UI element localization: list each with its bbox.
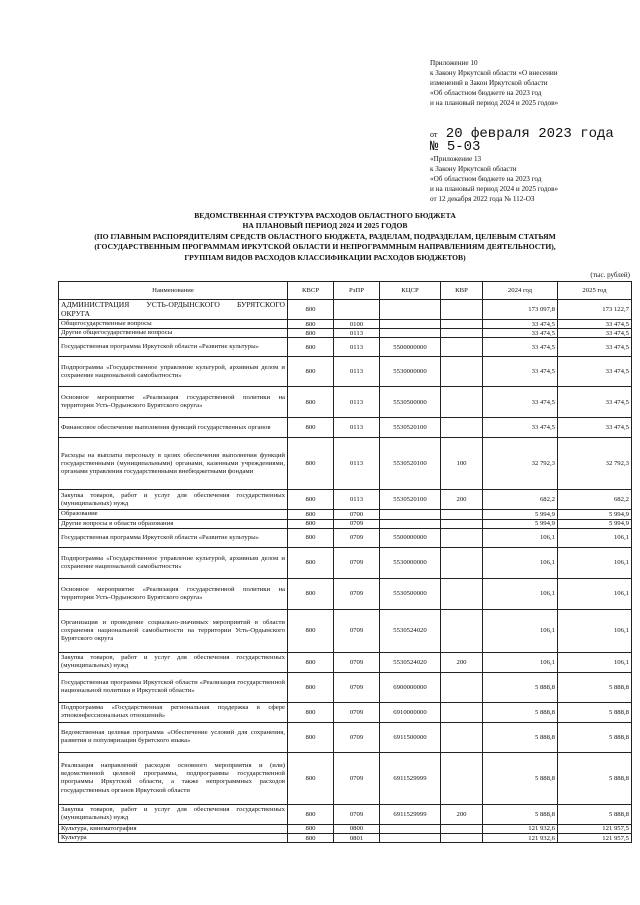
row-2025: 33 474,5 <box>558 329 632 338</box>
row-2025: 5 994,9 <box>558 510 632 519</box>
row-2025: 121 957,5 <box>558 834 632 843</box>
row-name: Закупка товаров, работ и услуг для обеспечения государственных (муниципальных) нужд <box>59 804 288 824</box>
row-kcsr <box>380 834 441 843</box>
title-line: (ГОСУДАРСТВЕННЫМ ПРОГРАММАМ ИРКУТСКОЙ ОБЛАСТИ И НЕПРОГРАММНЫМ НАПРАВЛЕНИЯМ ДЕЯТЕЛЬНОСТИ), <box>94 242 556 252</box>
table-row <box>59 652 632 672</box>
table-row <box>59 357 632 387</box>
table-row <box>59 387 632 418</box>
row-name: Общегосударственные вопросы <box>59 320 288 329</box>
row-name: Государственная программа Иркутской области «Развитие культуры» <box>59 528 288 547</box>
row-rzpr: 0709 <box>334 672 380 702</box>
row-2024: 5 888,8 <box>483 722 558 752</box>
date-value: 20 февраля 2023 года <box>445 126 614 142</box>
row-name: Подпрограмма «Государственное управление культурой, архивным делом и сохранение национальной самобытности» <box>59 357 288 387</box>
row-kvr <box>441 418 483 438</box>
row-kvr <box>441 387 483 418</box>
row-rzpr: 0113 <box>334 357 380 387</box>
title-line: НА ПЛАНОВЫЙ ПЕРИОД 2024 И 2025 ГОДОВ <box>242 221 408 231</box>
row-kvsr: 800 <box>288 300 334 320</box>
row-kvr <box>441 338 483 357</box>
header-kcsr: КЦСР <box>380 282 441 300</box>
row-2025: 33 474,5 <box>558 357 632 387</box>
row-kvsr: 800 <box>288 702 334 722</box>
row-rzpr: 0113 <box>334 338 380 357</box>
row-rzpr: 0709 <box>334 578 380 609</box>
appendix-line: к Закону Иркутской области «О внесении <box>430 69 558 77</box>
row-kcsr: 6910000000 <box>380 702 441 722</box>
header-rzpr: РзПР <box>334 282 380 300</box>
row-name: Другие вопросы в области образования <box>59 519 288 528</box>
row-name: Основное мероприятие «Реализация государственной политики на территории Усть-Ордынского Бурятского округа» <box>59 578 288 609</box>
row-kcsr <box>380 510 441 519</box>
row-kvr <box>441 547 483 578</box>
row-kvr <box>441 329 483 338</box>
row-kcsr: 5530000000 <box>380 547 441 578</box>
row-kvr: 100 <box>441 438 483 490</box>
row-2025: 33 474,5 <box>558 338 632 357</box>
row-name: Государственная программа Иркутской области «Реализация государственной национальной политики в Иркутской области» <box>59 672 288 702</box>
row-kvsr: 800 <box>288 672 334 702</box>
table-row <box>59 438 632 490</box>
row-rzpr <box>334 300 380 320</box>
row-kvsr: 800 <box>288 338 334 357</box>
row-2025: 173 122,7 <box>558 300 632 320</box>
row-2024: 33 474,5 <box>483 387 558 418</box>
row-kvr: 200 <box>441 490 483 510</box>
header-kvsr: КВСР <box>288 282 334 300</box>
number-prefix: № <box>430 139 439 155</box>
number-value: 5-03 <box>446 139 481 155</box>
title-line: ВЕДОМСТВЕННАЯ СТРУКТУРА РАСХОДОВ ОБЛАСТНОГО БЮДЖЕТА <box>194 211 456 220</box>
row-2024: 33 474,5 <box>483 418 558 438</box>
row-2024: 33 474,5 <box>483 338 558 357</box>
row-kvr: 200 <box>441 804 483 824</box>
row-2025: 121 957,5 <box>558 824 632 833</box>
row-kvsr: 800 <box>288 834 334 843</box>
row-2024: 173 097,8 <box>483 300 558 320</box>
row-kvsr: 800 <box>288 804 334 824</box>
row-kcsr: 5530000000 <box>380 357 441 387</box>
row-2025: 33 474,5 <box>558 418 632 438</box>
table-row <box>59 510 632 519</box>
header-name: Наименование <box>59 282 288 300</box>
row-2025: 106,1 <box>558 578 632 609</box>
row-2024: 121 932,6 <box>483 834 558 843</box>
row-rzpr: 0709 <box>334 547 380 578</box>
header-kvr: КВР <box>441 282 483 300</box>
row-kcsr <box>380 329 441 338</box>
row-kvr <box>441 722 483 752</box>
row-kvsr: 800 <box>288 752 334 804</box>
row-kvsr: 800 <box>288 609 334 652</box>
appendix-header <box>430 58 630 108</box>
row-kvsr: 800 <box>288 438 334 490</box>
row-kvsr: 800 <box>288 652 334 672</box>
row-kvsr: 800 <box>288 722 334 752</box>
row-2024: 32 792,3 <box>483 438 558 490</box>
row-name: АДМИНИСТРАЦИЯ УСТЬ-ОРДЫНСКОГО БУРЯТСКОГО ОКРУГА <box>59 300 288 320</box>
title-line: (ПО ГЛАВНЫМ РАСПОРЯДИТЕЛЯМ СРЕДСТВ ОБЛАСТНОГО БЮДЖЕТА, РАЗДЕЛАМ, ПОДРАЗДЕЛАМ, ЦЕЛЕВЫМ СТАТЬЯМ <box>94 231 556 241</box>
row-2024: 682,2 <box>483 490 558 510</box>
table-row <box>59 752 632 804</box>
row-name: Государственная программа Иркутской области «Развитие культуры» <box>59 338 288 357</box>
row-kvsr: 800 <box>288 387 334 418</box>
appendix-line: изменений в Закон Иркутской области <box>430 79 548 87</box>
row-rzpr: 0801 <box>334 834 380 843</box>
table-body <box>59 300 632 843</box>
header-2024: 2024 год <box>483 282 558 300</box>
row-kvsr: 800 <box>288 490 334 510</box>
units-label: (тыс. рублей) <box>590 271 630 279</box>
row-rzpr: 0709 <box>334 752 380 804</box>
row-kvr <box>441 300 483 320</box>
row-name: Основное мероприятие «Реализация государственной политики на территории Усть-Ордынского Бурятского округа» <box>59 387 288 418</box>
row-kvr <box>441 702 483 722</box>
previous-appendix-line: от 12 декабря 2022 года № 112-ОЗ <box>430 195 535 203</box>
row-2024: 33 474,5 <box>483 320 558 329</box>
table-row <box>59 672 632 702</box>
row-rzpr: 0709 <box>334 702 380 722</box>
row-rzpr: 0709 <box>334 722 380 752</box>
row-name: Культура <box>59 834 288 843</box>
row-2024: 33 474,5 <box>483 329 558 338</box>
row-kvsr: 800 <box>288 510 334 519</box>
row-name: Подпрограмма «Государственная региональная поддержка в сфере этноконфессиональных отношений» <box>59 702 288 722</box>
row-2024: 5 888,8 <box>483 752 558 804</box>
row-2025: 32 792,3 <box>558 438 632 490</box>
row-kcsr <box>380 300 441 320</box>
row-kcsr: 5500000000 <box>380 338 441 357</box>
row-kcsr: 5530520100 <box>380 438 441 490</box>
row-kvr <box>441 510 483 519</box>
row-2024: 5 994,9 <box>483 519 558 528</box>
row-name: Культура, кинематография <box>59 824 288 833</box>
date-prefix: от <box>430 130 438 139</box>
row-kcsr: 5530520100 <box>380 418 441 438</box>
row-rzpr: 0100 <box>334 320 380 329</box>
title-line: ГРУППАМ ВИДОВ РАСХОДОВ КЛАССИФИКАЦИИ РАСХОДОВ БЮДЖЕТОВ) <box>184 252 466 262</box>
row-name: Расходы на выплаты персоналу в целях обеспечения выполнения функций государственными (муниципальными) органами, казенными учреждениями, органами управления государственными внебюджетными фондами <box>59 438 288 490</box>
row-2024: 121 932,6 <box>483 824 558 833</box>
table-row <box>59 490 632 510</box>
row-kvr <box>441 609 483 652</box>
row-name: Подпрограмма «Государственное управление культурой, архивным делом и сохранение национальной самобытности» <box>59 547 288 578</box>
row-kcsr: 5530500000 <box>380 387 441 418</box>
row-name: Закупка товаров, работ и услуг для обеспечения государственных (муниципальных) нужд <box>59 652 288 672</box>
row-kvr <box>441 357 483 387</box>
document-title <box>70 211 580 263</box>
row-2025: 5 994,9 <box>558 519 632 528</box>
table-row <box>59 824 632 833</box>
row-2024: 106,1 <box>483 578 558 609</box>
table-row <box>59 528 632 547</box>
appendix-line: и на плановый период 2024 и 2025 годов» <box>430 99 559 107</box>
row-kvr: 200 <box>441 652 483 672</box>
row-rzpr: 0113 <box>334 490 380 510</box>
previous-appendix-line: «Приложение 13 <box>430 155 482 163</box>
row-kvr <box>441 672 483 702</box>
row-name: Ведомственная целевая программа «Обеспечение условий для сохранения, развития и популяризации бурятского языка» <box>59 722 288 752</box>
row-kvr <box>441 834 483 843</box>
table-row <box>59 329 632 338</box>
row-kvr <box>441 320 483 329</box>
row-name: Другие общегосударственные вопросы <box>59 329 288 338</box>
row-rzpr: 0113 <box>334 438 380 490</box>
row-kvsr: 800 <box>288 547 334 578</box>
row-rzpr: 0113 <box>334 387 380 418</box>
row-rzpr: 0709 <box>334 804 380 824</box>
table-row <box>59 578 632 609</box>
row-kvr <box>441 824 483 833</box>
law-date-block <box>430 128 635 204</box>
row-kvr <box>441 519 483 528</box>
row-name: Финансовое обеспечение выполнения функций государственных органов <box>59 418 288 438</box>
table-row <box>59 300 632 320</box>
budget-table <box>58 281 632 843</box>
table-row <box>59 418 632 438</box>
table-row <box>59 804 632 824</box>
row-2024: 106,1 <box>483 609 558 652</box>
previous-appendix-line: к Закону Иркутской области <box>430 165 517 173</box>
row-kcsr: 5530524020 <box>380 609 441 652</box>
row-2024: 106,1 <box>483 528 558 547</box>
row-kcsr: 5530524020 <box>380 652 441 672</box>
table-header-row <box>59 282 632 300</box>
previous-appendix-line: и на плановый период 2024 и 2025 годов» <box>430 185 559 193</box>
row-name: Реализация направлений расходов основного мероприятия и (или) ведомственной целевой программы, подпрограммы государственной программы Иркутской области, а также непрограммных расходов государственных органов Иркутской области <box>59 752 288 804</box>
row-kvsr: 800 <box>288 320 334 329</box>
row-kvr <box>441 752 483 804</box>
row-kvsr: 800 <box>288 329 334 338</box>
row-2025: 5 888,8 <box>558 722 632 752</box>
row-rzpr: 0709 <box>334 528 380 547</box>
row-rzpr: 0113 <box>334 329 380 338</box>
appendix-line: Приложение 10 <box>430 59 478 67</box>
row-2024: 5 888,8 <box>483 804 558 824</box>
row-kvr <box>441 528 483 547</box>
row-name: Образование <box>59 510 288 519</box>
row-2025: 106,1 <box>558 528 632 547</box>
row-kcsr: 6911500000 <box>380 722 441 752</box>
row-rzpr: 0700 <box>334 510 380 519</box>
row-2024: 106,1 <box>483 652 558 672</box>
row-kcsr: 5530520100 <box>380 490 441 510</box>
row-name: Закупка товаров, работ и услуг для обеспечения государственных (муниципальных) нужд <box>59 490 288 510</box>
row-2025: 682,2 <box>558 490 632 510</box>
row-2025: 5 888,8 <box>558 702 632 722</box>
row-kcsr <box>380 824 441 833</box>
row-rzpr: 0709 <box>334 609 380 652</box>
row-2024: 5 888,8 <box>483 702 558 722</box>
row-kcsr <box>380 519 441 528</box>
table-row <box>59 338 632 357</box>
row-name: Организация и проведение социально-значимых мероприятий в области сохранения национальной самобытности на территории Усть-Ордынского Бурятского округа <box>59 609 288 652</box>
row-kvsr: 800 <box>288 357 334 387</box>
table-row <box>59 609 632 652</box>
row-kvsr: 800 <box>288 824 334 833</box>
header-2025: 2025 год <box>558 282 632 300</box>
row-2024: 5 888,8 <box>483 672 558 702</box>
table-row <box>59 320 632 329</box>
row-kvsr: 800 <box>288 519 334 528</box>
row-kcsr: 5530500000 <box>380 578 441 609</box>
table-row <box>59 834 632 843</box>
row-kcsr: 5500000000 <box>380 528 441 547</box>
row-kvr <box>441 578 483 609</box>
row-2025: 33 474,5 <box>558 320 632 329</box>
table-row <box>59 519 632 528</box>
row-2025: 106,1 <box>558 652 632 672</box>
row-kcsr: 6900000000 <box>380 672 441 702</box>
row-rzpr: 0709 <box>334 652 380 672</box>
row-2025: 106,1 <box>558 609 632 652</box>
row-kvsr: 800 <box>288 418 334 438</box>
row-kvsr: 800 <box>288 578 334 609</box>
row-2024: 5 994,9 <box>483 510 558 519</box>
row-rzpr: 0709 <box>334 519 380 528</box>
previous-appendix-line: «Об областном бюджете на 2023 год <box>430 175 542 183</box>
table-row <box>59 547 632 578</box>
row-2025: 5 888,8 <box>558 672 632 702</box>
row-kcsr <box>380 320 441 329</box>
row-2024: 33 474,5 <box>483 357 558 387</box>
row-2024: 106,1 <box>483 547 558 578</box>
appendix-line: «Об областном бюджете на 2023 год <box>430 89 542 97</box>
table-row <box>59 722 632 752</box>
row-2025: 5 888,8 <box>558 804 632 824</box>
row-rzpr: 0113 <box>334 418 380 438</box>
row-rzpr: 0800 <box>334 824 380 833</box>
law-number <box>430 141 635 154</box>
row-kcsr: 6911529999 <box>380 804 441 824</box>
row-kcsr: 6911529999 <box>380 752 441 804</box>
row-2025: 106,1 <box>558 547 632 578</box>
row-2025: 33 474,5 <box>558 387 632 418</box>
row-2025: 5 888,8 <box>558 752 632 804</box>
table-row <box>59 702 632 722</box>
row-kvsr: 800 <box>288 528 334 547</box>
